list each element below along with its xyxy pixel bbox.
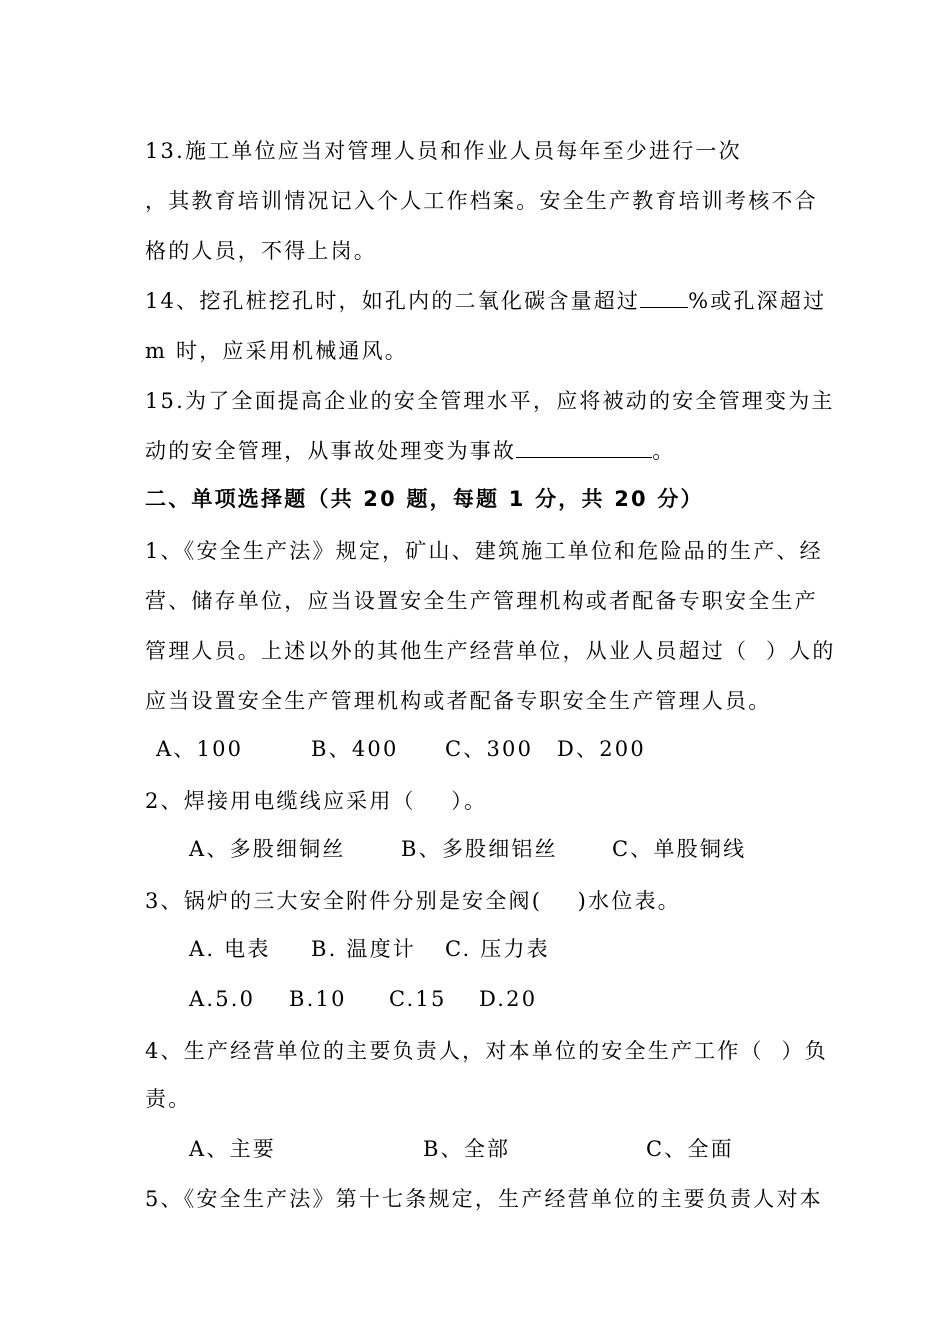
q3-extra-option-d: D.20: [479, 987, 538, 1011]
q3-option-b: B. 温度计: [311, 937, 416, 961]
q3-extra-option-a: A.5.0: [189, 987, 256, 1011]
q14-text-a: 14、挖孔桩挖孔时，如孔内的二氧化碳含量超过: [145, 289, 641, 313]
q3-line-1: 3、锅炉的三大安全附件分别是安全阀( )水位表。: [145, 889, 681, 913]
q4-line-1: 4、生产经营单位的主要负责人，对本单位的安全生产工作（ ）负: [145, 1039, 828, 1063]
q3-extra-option-c: C.15: [389, 987, 447, 1011]
q4-option-a: A、主要: [189, 1137, 276, 1161]
q15-text-a: 动的安全管理，从事故处理变为事故: [145, 439, 517, 463]
q3-option-c: C. 压力表: [445, 937, 550, 961]
q2-option-c: C、单股铜线: [612, 837, 747, 861]
q3-extra-option-b: B.10: [289, 987, 347, 1011]
q15-line-1: 15.为了全面提高企业的安全管理水平，应将被动的安全管理变为主: [145, 389, 835, 413]
q13-line-3: 格的人员，不得上岗。: [145, 239, 377, 263]
q2-option-b: B、多股细铝丝: [401, 837, 558, 861]
q15-text-b: 。: [652, 439, 676, 463]
q1-line-4: 应当设置安全生产管理机构或者配备专职安全生产管理人员。: [145, 689, 772, 713]
q1-line-3: 管理人员。上述以外的其他生产经营单位，从业人员超过（ ）人的: [145, 639, 836, 663]
q1-option-d: D、200: [557, 737, 646, 761]
q13-line-1: 13.施工单位应当对管理人员和作业人员每年至少进行一次: [145, 139, 742, 163]
q14-blank: [640, 287, 688, 308]
q2-line-1: 2、焊接用电缆线应采用（ ）。: [145, 789, 488, 813]
q4-option-b: B、全部: [423, 1137, 511, 1161]
q15-line-2: [145, 436, 675, 466]
q1-line-2: 营、储存单位，应当设置安全生产管理机构或者配备专职安全生产: [145, 589, 818, 613]
q15-blank: [516, 437, 652, 458]
q1-line-1: 1、《安全生产法》规定，矿山、建筑施工单位和危险品的生产、经: [145, 539, 823, 563]
q1-option-c: C、300: [445, 737, 534, 761]
q3-option-a: A. 电表: [189, 937, 271, 961]
q14-line-1: [145, 286, 826, 316]
q5-line-1: 5、《安全生产法》第十七条规定，生产经营单位的主要负责人对本: [145, 1187, 823, 1211]
q1-option-a: A、100: [156, 737, 244, 761]
q4-option-c: C、全面: [646, 1137, 734, 1161]
q4-line-2: 责。: [145, 1087, 192, 1111]
section-2-heading: 二、单项选择题（共 20 题，每题 1 分，共 20 分）: [145, 487, 704, 511]
q1-option-b: B、400: [311, 737, 399, 761]
q13-line-2: ，其教育培训情况记入个人工作档案。安全生产教育培训考核不合: [145, 189, 818, 213]
q14-text-b: %或孔深超过: [688, 289, 827, 313]
q2-option-a: A、多股细铜丝: [189, 837, 346, 861]
q14-line-2: m 时，应采用机械通风。: [145, 339, 408, 363]
